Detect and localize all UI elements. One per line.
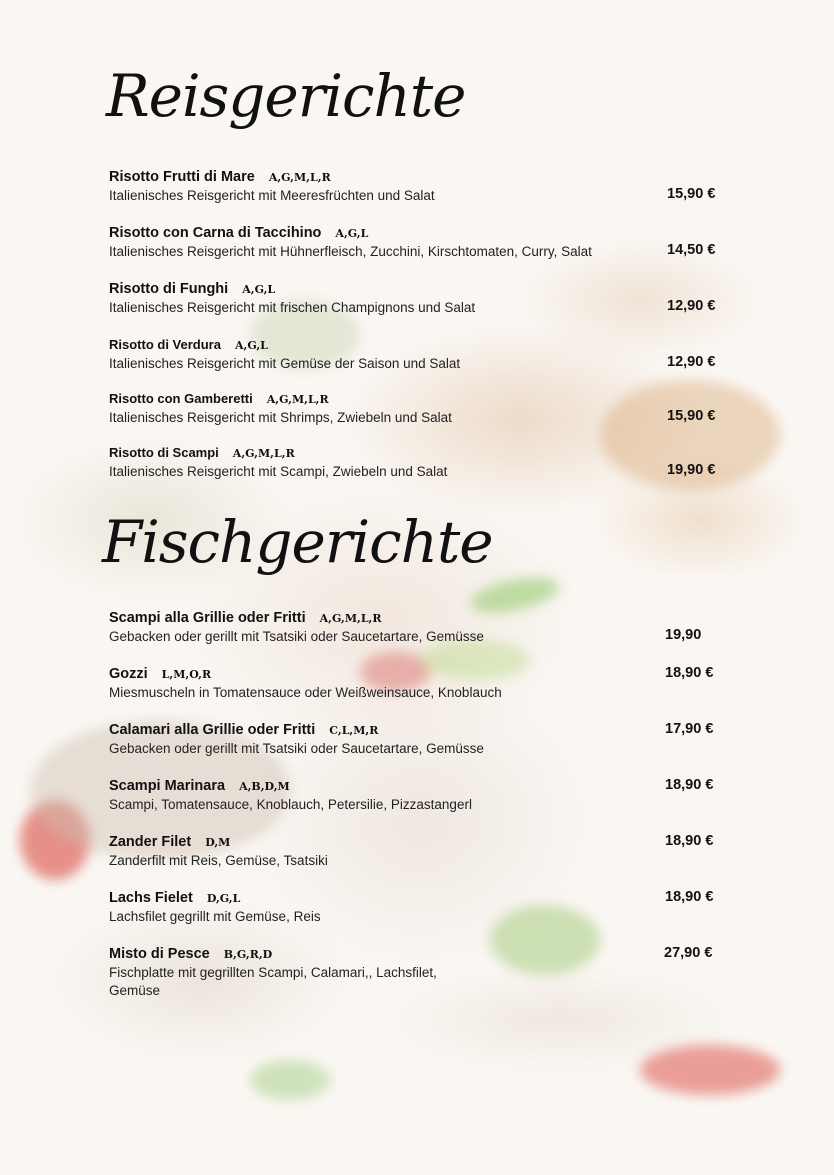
item-name: Scampi alla Grillie oder Fritti (109, 610, 306, 626)
item-price: 19,90 (665, 627, 702, 643)
item-allergens: L,M,O,R (161, 668, 212, 681)
menu-item (109, 721, 729, 758)
menu-item (109, 280, 729, 317)
item-allergens: A,G,L (242, 283, 276, 296)
section-title-reisgerichte: Reisgerichte (106, 62, 466, 130)
menu-item (109, 889, 729, 926)
item-price: 18,90 € (665, 665, 714, 681)
item-name: Gozzi (109, 666, 148, 682)
item-name: Risotto con Gamberetti (109, 391, 253, 406)
item-allergens: A,G,M,L,R (268, 171, 331, 184)
menu-item (109, 665, 729, 702)
item-name: Risotto di Verdura (109, 337, 221, 352)
item-price: 15,90 € (667, 408, 716, 424)
item-description: Miesmuscheln in Tomatensauce oder Weißweinsauce, Knoblauch (109, 685, 502, 700)
item-price: 27,90 € (664, 945, 713, 961)
item-allergens: A,B,D,M (239, 780, 290, 793)
item-allergens: B,G,R,D (223, 948, 273, 961)
item-name: Risotto con Carna di Taccihino (109, 225, 322, 241)
item-price: 12,90 € (667, 354, 716, 370)
menu-item (109, 609, 729, 646)
section-title-fischgerichte: Fischgerichte (102, 508, 493, 576)
item-allergens: C,L,M,R (329, 724, 379, 737)
item-allergens: D,G,L (206, 892, 241, 905)
menu-item (109, 945, 729, 1000)
item-allergens: D,M (205, 836, 231, 849)
item-description: Zanderfilt mit Reis, Gemüse, Tsatsiki (109, 853, 328, 868)
item-description: Italienisches Reisgericht mit Shrimps, Zwiebeln und Salat (109, 410, 452, 425)
item-description-line2: Gemüse (109, 983, 161, 998)
item-description: Gebacken oder gerillt mit Tsatsiki oder Saucetartare, Gemüsse (109, 741, 484, 756)
menu-item (109, 777, 729, 814)
item-description: Italienisches Reisgericht mit Meeresfrüchten und Salat (109, 188, 435, 203)
menu-item (109, 444, 729, 481)
menu-item (109, 833, 729, 870)
menu-item (109, 390, 729, 427)
item-price: 18,90 € (665, 889, 714, 905)
item-name: Misto di Pesce (109, 946, 210, 962)
item-description: Italienisches Reisgericht mit Gemüse der Saison und Salat (109, 356, 461, 371)
item-price: 15,90 € (667, 186, 716, 202)
item-price: 12,90 € (667, 298, 716, 314)
item-description: Lachsfilet gegrillt mit Gemüse, Reis (109, 909, 321, 924)
item-price: 14,50 € (667, 242, 716, 258)
item-description: Scampi, Tomatensauce, Knoblauch, Petersilie, Pizzastangerl (109, 797, 472, 812)
item-description: Italienisches Reisgericht mit frischen Champignons und Salat (109, 300, 476, 315)
item-allergens: A,G,L (335, 227, 369, 240)
item-name: Lachs Fielet (109, 890, 193, 906)
item-allergens: A,G,M,L,R (266, 393, 329, 406)
item-allergens: A,G,M,L,R (319, 612, 382, 625)
item-description: Fischplatte mit gegrillten Scampi, Calamari,, Lachsfilet, (109, 965, 437, 980)
item-allergens: A,G,M,L,R (232, 447, 295, 460)
item-name: Calamari alla Grillie oder Fritti (109, 722, 316, 738)
menu-item (109, 168, 729, 205)
item-description: Italienisches Reisgericht mit Scampi, Zwiebeln und Salat (109, 464, 448, 479)
item-name: Scampi Marinara (109, 778, 226, 794)
item-allergens: A,G,L (234, 339, 268, 352)
menu-item (109, 224, 729, 261)
item-description: Gebacken oder gerillt mit Tsatsiki oder Saucetartare, Gemüsse (109, 629, 484, 644)
item-price: 18,90 € (665, 833, 714, 849)
item-price: 19,90 € (667, 462, 716, 478)
item-name: Risotto di Scampi (109, 445, 219, 460)
item-price: 17,90 € (665, 721, 714, 737)
item-description: Italienisches Reisgericht mit Hühnerfleisch, Zucchini, Kirschtomaten, Curry, Salat (109, 244, 592, 259)
item-name: Zander Filet (109, 834, 192, 850)
item-name: Risotto di Funghi (109, 281, 229, 297)
menu-item (109, 336, 729, 373)
item-price: 18,90 € (665, 777, 714, 793)
item-name: Risotto Frutti di Mare (109, 169, 255, 185)
